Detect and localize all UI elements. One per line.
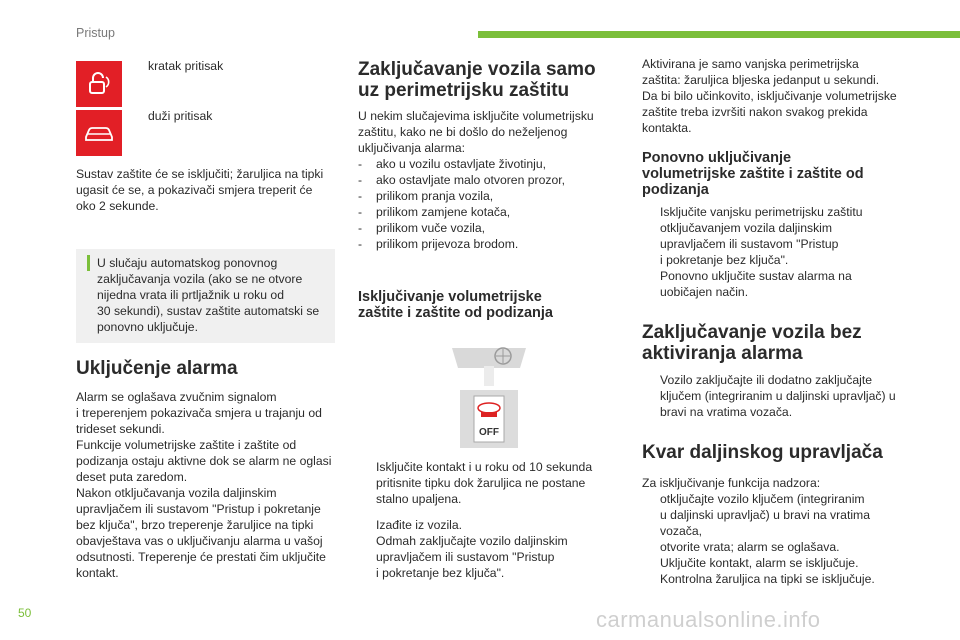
padlock-open-icon (76, 61, 122, 107)
heading-alarm-activation: Uključenje alarma (76, 358, 238, 379)
remote-fault-steps: Za isključivanje funkcija nadzora: otključajte vozilo ključem (integriranim u daljinski upravljač) u bravi na vratima vozača, otvorite vrata; alarm se oglašava. Uključite kontakt, alarm se isključuje. Kontrolna žaruljica na tipki se isključuje. (642, 476, 875, 586)
page-number: 50 (18, 606, 32, 620)
protection-off-paragraph: Sustav zaštite će se isključiti; žaruljica na tipki ugasit će se, a pokazivači smjera treperit će oko 2 sekunde. (76, 167, 324, 213)
no-alarm-step: Vozilo zaključajte ili dodatno zaključajte ključem (integriranim u daljinski upravljač) u bravi na vratima vozača. (660, 373, 896, 419)
car-alarm-off-icon (474, 400, 504, 422)
heading-reenable: Ponovno uključivanje volumetrijske zaštite i zaštite od podizanja (642, 150, 864, 198)
alarm-off-button[interactable]: OFF (474, 400, 504, 446)
info-box-text: U slučaju automatskog ponovnog zaključavanja vozila (ako se ne otvore nijedna vrata ili prtljažnik u roku od 30 sekundi), sustav zaštite automatski se ponovno uključuje. (97, 256, 320, 334)
info-box-marker (87, 255, 90, 271)
reenable-steps: Isključite vanjsku perimetrijsku zaštitu otključavanjem vozila daljinskim upravljačem ili sustavom "Pristup i pokretanje bez ključa". Ponovno uključite sustav alarma na uobičajen način. (660, 205, 863, 299)
perimeter-only-paragraph: Aktivirana je samo vanjska perimetrijska zaštita: žaruljica bljeska jedanput u sekundi. Da bi bilo učinkovito, isključivanje volumetrijske zaštite treba izvršiti nakon svakog prekida kontakta. (642, 57, 897, 135)
heading-disable-volumetric: Isključivanje volumetrijske zaštite i zaštite od podizanja (358, 289, 553, 321)
heading-lock-no-alarm: Zaključavanje vozila bez aktiviranja alarma (642, 322, 862, 364)
long-press-label: duži pritisak (148, 109, 213, 123)
section-header: Pristup (76, 26, 115, 40)
header-accent-bar (478, 31, 960, 38)
lock-intro-paragraph: U nekim slučajevima isključite volumetrijsku zaštitu, kako ne bi došlo do neželjenog uključivanja alarma: - ako u vozilu ostavljate životinju, - ako ostavljate malo otvoren prozor, - prilikom pranja vozila, - prilikom zamjene kotača, - prilikom vuče vozila, - prilikom prijevoza brodom. (358, 109, 594, 251)
heading-remote-fault: Kvar daljinskog upravljača (642, 442, 883, 463)
car-alarm-icon (76, 110, 122, 156)
disable-steps: Isključite kontakt i u roku od 10 sekunda pritisnite tipku dok žaruljica ne postane stalno upaljena. Izađite iz vozila. Odmah zaključajte vozilo daljinskim upravljačem ili sustavom "Pristup i pokretanje bez ključa". (376, 460, 593, 580)
alarm-paragraph: Alarm se oglašava zvučnim signalom i treperenjem pokazivača smjera u trajanju od trideset sekundi. Funkcije volumetrijske zaštite i zaštite od podizanja ostaju aktivne dok se alarm ne oglasi deset puta zaredom. Nakon otključavanja vozila daljinskim upravljačem ili sustavom "Pristup i pokretanje bez ključa", brzo treperenje žaruljice na tipki obavještava vas o uključivanju alarma u vašoj odsutnosti. Treperenje će prestati čim uključite kontakt. (76, 390, 332, 580)
short-press-label: kratak pritisak (148, 59, 224, 73)
watermark: carmanualsonline.info (596, 607, 821, 632)
heading-lock-perimeter: Zaključavanje vozila samo uz perimetrijsku zaštitu (358, 59, 596, 101)
